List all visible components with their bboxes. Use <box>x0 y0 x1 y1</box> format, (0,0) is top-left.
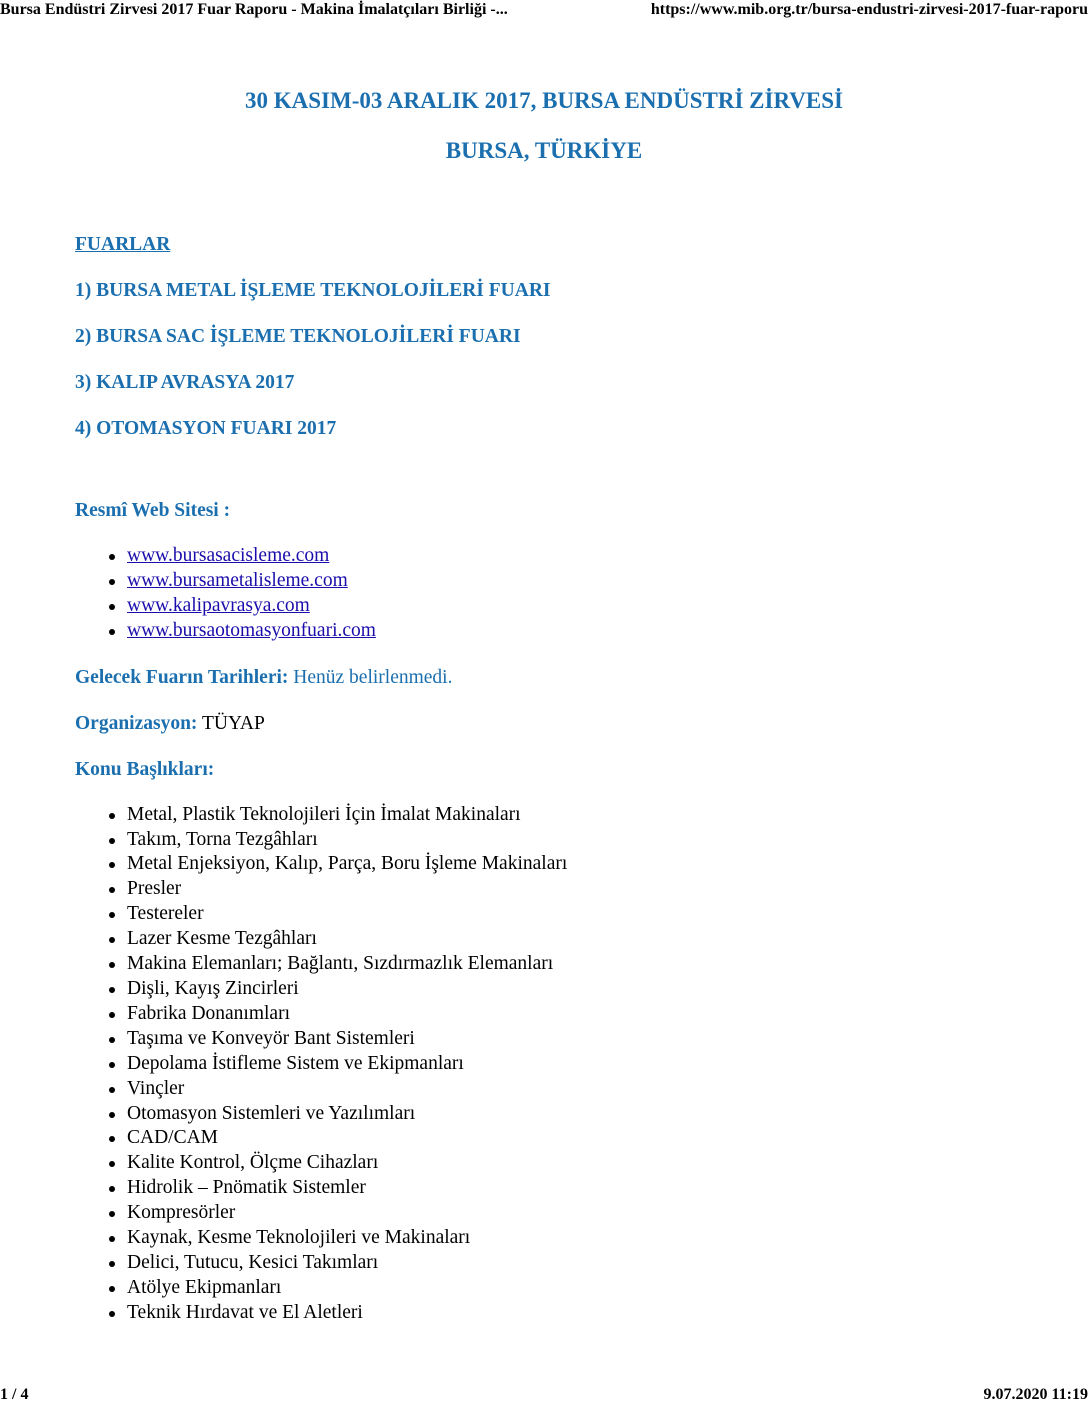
bullet-icon <box>109 937 115 943</box>
website-heading: Resmî Web Sitesi : <box>75 500 231 521</box>
topic-label: Taşıma ve Konveyör Bant Sistemleri <box>127 1027 415 1049</box>
bullet-icon <box>109 629 115 635</box>
website-item <box>75 594 1035 619</box>
fair-item: 1) BURSA METAL İŞLEME TEKNOLOJİLERİ FUARI <box>75 280 551 301</box>
bullet-icon <box>109 912 115 918</box>
topic-label: Hidrolik – Pnömatik Sistemler <box>127 1177 366 1199</box>
fair-item: 2) BURSA SAC İŞLEME TEKNOLOJİLERİ FUARI <box>75 326 521 347</box>
organization-label: Organizasyon: <box>75 712 198 734</box>
bullet-icon <box>109 1286 115 1292</box>
bullet-icon <box>109 887 115 893</box>
topic-item <box>75 1176 1035 1201</box>
bullet-icon <box>109 987 115 993</box>
document-body <box>75 233 1035 1326</box>
topic-item <box>75 927 1035 952</box>
bullet-icon <box>109 1236 115 1242</box>
topic-item <box>75 877 1035 902</box>
topics-heading: Konu Başlıkları: <box>75 758 215 780</box>
page-number: 1 / 4 <box>0 1386 29 1403</box>
topic-item <box>75 1102 1035 1127</box>
fair-item: 3) KALIP AVRASYA 2017 <box>75 372 295 393</box>
print-header-url: https://www.mib.org.tr/bursa-endustri-zirvesi-2017-fuar-raporu <box>650 1 1088 18</box>
topic-label: Makina Elemanları; Bağlantı, Sızdırmazlık Elemanları <box>127 953 554 975</box>
topic-label: Fabrika Donanımları <box>127 1002 290 1024</box>
print-header <box>0 1 1088 23</box>
bullet-icon <box>109 1186 115 1192</box>
bullet-icon <box>109 1087 115 1093</box>
topic-label: Delici, Tutucu, Kesici Takımları <box>127 1251 379 1273</box>
bullet-icon <box>109 604 115 610</box>
bullet-icon <box>109 1037 115 1043</box>
website-item <box>75 619 1035 644</box>
topic-label: Metal Enjeksiyon, Kalıp, Parça, Boru İşleme Makinaları <box>127 853 568 875</box>
bullet-icon <box>109 962 115 968</box>
topic-item <box>75 977 1035 1002</box>
website-link[interactable]: www.bursaotomasyonfuari.com <box>127 619 376 641</box>
topic-label: Metal, Plastik Teknolojileri İçin İmalat Makinaları <box>127 803 521 825</box>
topics-list <box>75 803 1035 1326</box>
bullet-icon <box>109 838 115 844</box>
bullet-icon <box>109 1311 115 1317</box>
website-link[interactable]: www.bursametalisleme.com <box>127 569 348 591</box>
website-list <box>75 544 1035 644</box>
topic-item <box>75 1052 1035 1077</box>
bullet-icon <box>109 1012 115 1018</box>
topic-item <box>75 1002 1035 1027</box>
topic-label: Presler <box>127 878 182 900</box>
topic-item <box>75 1276 1035 1301</box>
topic-item <box>75 1226 1035 1251</box>
topic-item <box>75 1126 1035 1151</box>
fairs-heading-link[interactable]: FUARLAR <box>75 234 171 255</box>
print-datetime: 9.07.2020 11:19 <box>983 1386 1088 1403</box>
bullet-icon <box>109 1136 115 1142</box>
topic-item <box>75 1077 1035 1102</box>
topic-item <box>75 1201 1035 1226</box>
topic-item <box>75 852 1035 877</box>
topic-item <box>75 828 1035 853</box>
topic-label: Takım, Torna Tezgâhları <box>127 828 318 850</box>
topic-label: Kaynak, Kesme Teknolojileri ve Makinaları <box>127 1227 471 1249</box>
bullet-icon <box>109 1261 115 1267</box>
page-title: 30 KASIM-03 ARALIK 2017, BURSA ENDÜSTRİ ZİRVESİ <box>245 88 843 113</box>
bullet-icon <box>109 1161 115 1167</box>
next-dates-label: Gelecek Fuarın Tarihleri: <box>75 666 289 688</box>
topic-item <box>75 1251 1035 1276</box>
organization <box>75 712 1035 736</box>
topic-label: Lazer Kesme Tezgâhları <box>127 928 317 950</box>
fairs-heading[interactable] <box>75 233 1035 257</box>
topic-label: Kalite Kontrol, Ölçme Cihazları <box>127 1152 379 1174</box>
next-dates <box>75 666 1035 690</box>
website-link[interactable]: www.kalipavrasya.com <box>127 594 310 616</box>
topic-item <box>75 902 1035 927</box>
bullet-icon <box>109 579 115 585</box>
topic-label: Teknik Hırdavat ve El Aletleri <box>127 1301 363 1323</box>
fairs-list <box>75 279 1035 441</box>
bullet-icon <box>109 554 115 560</box>
website-item <box>75 544 1035 569</box>
bullet-icon <box>109 813 115 819</box>
fair-item: 4) OTOMASYON FUARI 2017 <box>75 418 337 439</box>
topic-item <box>75 1301 1035 1326</box>
bullet-icon <box>109 1112 115 1118</box>
bullet-icon <box>109 862 115 868</box>
topic-label: Depolama İstifleme Sistem ve Ekipmanları <box>127 1052 464 1074</box>
topic-label: Dişli, Kayış Zincirleri <box>127 977 299 999</box>
topic-label: Kompresörler <box>127 1202 236 1224</box>
print-footer <box>0 1386 1088 1408</box>
topic-item <box>75 803 1035 828</box>
topic-label: Testereler <box>127 903 204 925</box>
website-item <box>75 569 1035 594</box>
topic-label: Otomasyon Sistemleri ve Yazılımları <box>127 1102 416 1124</box>
topic-label: CAD/CAM <box>127 1127 219 1149</box>
topic-item <box>75 1027 1035 1052</box>
organization-value: TÜYAP <box>201 712 265 734</box>
page-subtitle: BURSA, TÜRKİYE <box>445 138 643 163</box>
topic-item <box>75 952 1035 977</box>
topic-label: Vinçler <box>127 1077 185 1099</box>
website-link[interactable]: www.bursasacisleme.com <box>127 545 330 566</box>
bullet-icon <box>109 1062 115 1068</box>
topic-label: Atölye Ekipmanları <box>127 1276 282 1298</box>
next-dates-value: Henüz belirlenmedi. <box>293 666 453 688</box>
bullet-icon <box>109 1211 115 1217</box>
topic-item <box>75 1151 1035 1176</box>
print-header-title: Bursa Endüstri Zirvesi 2017 Fuar Raporu - Makina İmalatçıları Birliği -... <box>0 1 508 18</box>
